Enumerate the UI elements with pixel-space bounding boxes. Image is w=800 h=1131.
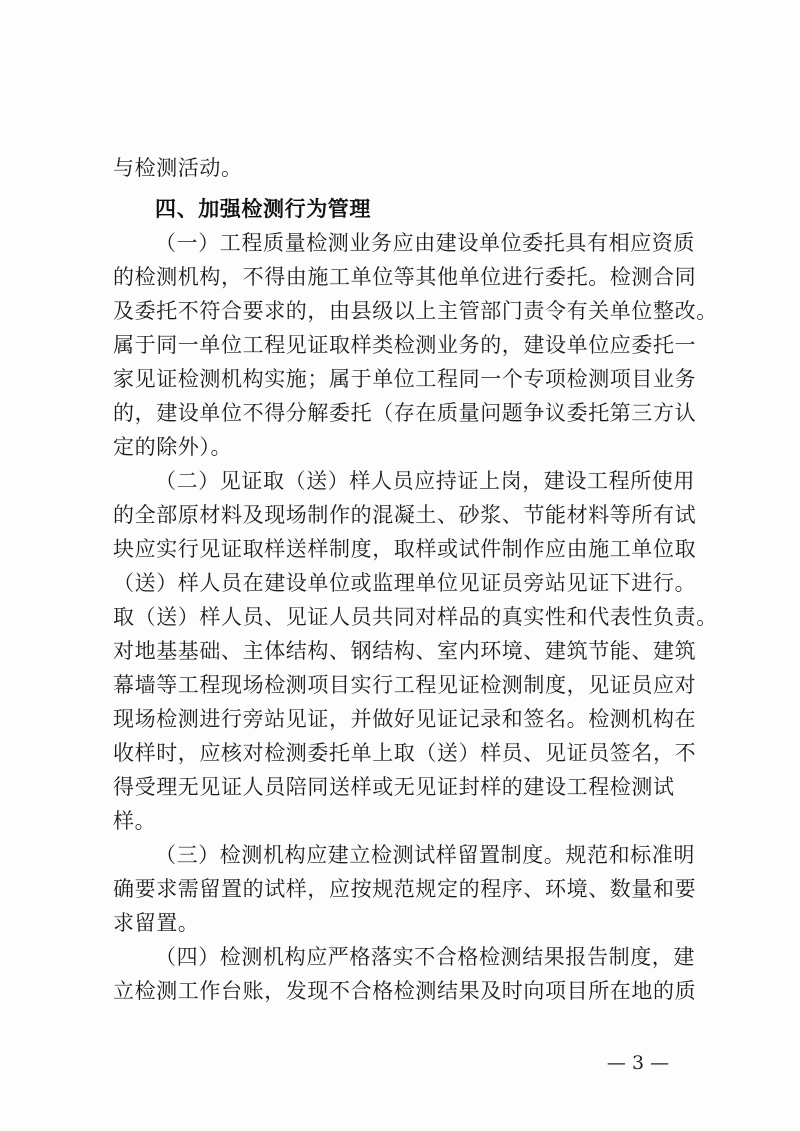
- paragraph-line: 属于同一单位工程见证取样类检测业务的，建设单位应委托一: [113, 333, 697, 357]
- paragraph-line: （四）检测机构应严格落实不合格检测结果报告制度，建: [155, 945, 695, 969]
- paragraph-line: 定的除外）。: [113, 435, 233, 459]
- paragraph-line: 收样时，应核对检测委托单上取（送）样员、见证员签名，不: [113, 741, 697, 765]
- paragraph-line: 得受理无见证人员陪同送样或无见证封样的建设工程检测试: [113, 775, 675, 799]
- paragraph-line: 的全部原材料及现场制作的混凝土、砂浆、节能材料等所有试: [113, 503, 697, 527]
- paragraph-line: 的检测机构，不得由施工单位等其他单位进行委托。检测合同: [113, 265, 697, 289]
- paragraph-line: 求留置。: [113, 911, 200, 935]
- paragraph-line: （送）样人员在建设单位或监理单位见证员旁站见证下进行。: [113, 571, 697, 595]
- paragraph-line: 对地基基础、主体结构、钢结构、室内环境、建筑节能、建筑: [113, 639, 697, 663]
- paragraph-line: 块应实行见证取样送样制度，取样或试件制作应由施工单位取: [113, 537, 697, 561]
- paragraph-line: 取（送）样人员、见证人员共同对样品的真实性和代表性负责。: [113, 605, 718, 629]
- page-number: — 3 —: [606, 1052, 670, 1074]
- paragraph-line: 现场检测进行旁站见证，并做好见证记录和签名。检测机构在: [113, 707, 697, 731]
- paragraph-line: 家见证检测机构实施；属于单位工程同一个专项检测项目业务: [113, 367, 697, 391]
- paragraph-line: 的，建设单位不得分解委托（存在质量问题争议委托第三方认: [113, 401, 697, 425]
- paragraph-line: （一）工程质量检测业务应由建设单位委托具有相应资质: [155, 231, 695, 255]
- paragraph-line: 立检测工作台账，发现不合格检测结果及时向项目所在地的质: [113, 979, 697, 1003]
- paragraph-line: （三）检测机构应建立检测试样留置制度。规范和标准明: [155, 843, 695, 867]
- paragraph-line: 幕墙等工程现场检测项目实行工程见证检测制度，见证员应对: [113, 673, 697, 697]
- paragraph-line: 及委托不符合要求的，由县级以上主管部门责令有关单位整改。: [113, 299, 718, 323]
- section-heading: 四、加强检测行为管理: [155, 197, 371, 221]
- paragraph-line: 与检测活动。: [113, 156, 243, 180]
- paragraph-line: （二）见证取（送）样人员应持证上岗，建设工程所使用: [155, 469, 695, 493]
- paragraph-line: 样。: [113, 809, 157, 833]
- paragraph-line: 确要求需留置的试样，应按规范规定的程序、环境、数量和要: [113, 877, 697, 901]
